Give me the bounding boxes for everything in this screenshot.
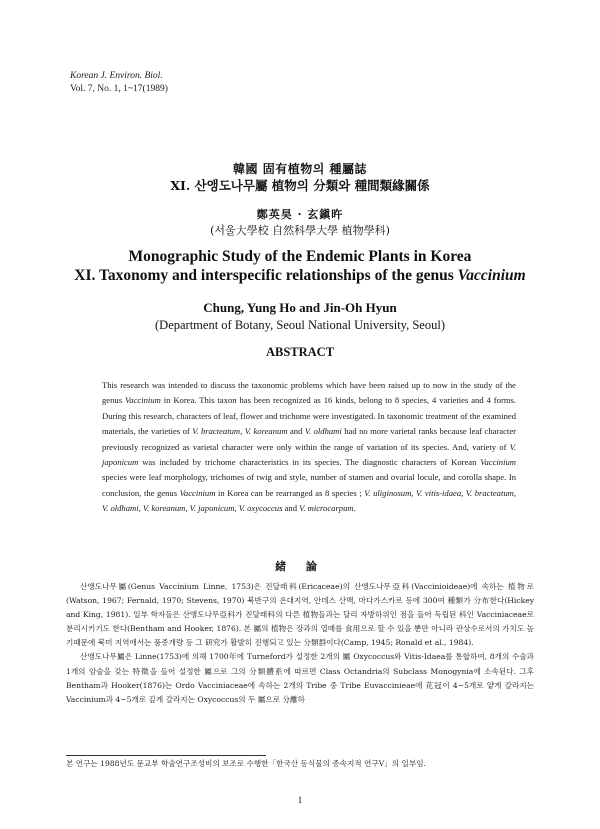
abstract-text: and	[282, 503, 300, 514]
abstract-species-list: V. uliginosum, V. vitis-idaea, V. bracteatum, V. oldhami, V. koreanum, V. japonicum, V. oxycoccus	[102, 487, 517, 514]
korean-title-line1: 韓國 固有植物의 種屬誌	[233, 162, 367, 176]
english-title-line2	[0, 267, 600, 285]
abstract-species: Vaccinium	[124, 395, 161, 406]
journal-name: Korean J. Environ. Biol.	[70, 71, 163, 81]
intro-paragraph-2: 산앵도나무屬은 Linne(1753)에 의해 1700年에 Turneford가 설정한 2개의 屬 Oxycoccus와 Vitis-Idaea를 통합하여, 8개의 수술과 1개의 암술을 갖는 特徵을 들어 설정한 屬으로 그의 分類體系에 따르면 Class Octandria의 Subclass Monogynia에 소속된다. 그후 Bentham과 Hooker(1876)는 Ordo Vacciniaceae에 속하는 2개의 Tribe 중 Tribe Euvaccinieae에 花冠이 4~5개로 얕게 갈라지는 Vaccinium과 4~5개로 깊게 갈라지는 Oxycoccus의 두 屬으로 分離하	[66, 652, 534, 704]
abstract-body	[102, 378, 516, 517]
abstract-species: Vaccinium	[179, 487, 216, 498]
journal-header	[70, 70, 370, 96]
abstract-text: ,	[240, 426, 245, 437]
abstract-species: V. koreanum	[244, 426, 288, 437]
intro-paragraph-1: 산앵도나무屬(Genus Vaccinium Linne, 1753)은 진달래科(Ericaceae)의 산앵도나무亞科(Vaccinioideae)에 속하는 植物로(Watson, 1967; Fernald, 1970; Stevens, 1970) 북반구의 온대지역, 안데스 산맥, 마다가스카르 등에 300여 種類가 分布한다(Hickey and King, 1981). 일부 학자들은 산앵도나무亞科가 진달래科의 다른 植物들과는 달리 자방하위인 점을 들어 독립된 科인 Vacciniaceae로 분리시키기도 한다(Bentham and Hooker, 1876). 본 屬의 植物은 장과의 열매를 食用으로 할 수 있을 뿐만 아니라 관상수로서의 가치도 높기때문에 북미 지역에서는 품종개량 등 그 研究가 활발히 진행되고 있는 分類群이다(Camp, 1945; Ronald et al., 1984).	[66, 582, 534, 648]
english-title-line1: Monographic Study of the Endemic Plants in Korea	[128, 248, 472, 265]
korean-affiliation: (서울大學校 自然科學大學 植物學科)	[210, 224, 390, 237]
abstract-text: was included by trichome characteristics in its species. The diagnostic characters of Korean	[138, 457, 481, 468]
affiliation: (Department of Botany, Seoul National University, Seoul)	[155, 318, 445, 332]
abstract-species: V. japonicum	[102, 441, 516, 468]
english-title-line2-text: XI. Taxonomy and interspecific relationships of the genus	[74, 267, 458, 284]
introduction-heading: 緒 論	[275, 560, 325, 573]
abstract-species: Vaccinium	[480, 457, 516, 468]
page-number: 1	[297, 795, 303, 805]
footnote-divider	[66, 755, 266, 756]
abstract-text: This research was intended to discuss the taxonomic problems which have been raised up to now in the study of the genus	[102, 380, 516, 406]
abstract-heading: ABSTRACT	[265, 345, 335, 359]
introduction-body	[66, 580, 534, 707]
korean-authors: 鄭英昊 · 玄鎭旿	[256, 208, 344, 221]
abstract-text: in Korea can be rearranged as 8 species ;	[215, 487, 365, 498]
abstract-species: V. microcarpum	[299, 503, 354, 514]
abstract-text: species were leaf morphology, trichomes of twig and style, number of stamen and ovarial locule, and corolla shape. In conclusion, the genus	[102, 472, 516, 498]
abstract-species: V. bracteatum	[192, 426, 241, 437]
abstract-text: in Korea. This taxon has been recognized as 16 kinds, belong to 8 species, 4 varieties and 4 forms. During this research, characters of leaf, flower and trichome were investigated. In taxonomic treatment of the examined materials, the varieties of	[102, 395, 516, 437]
journal-volume: Vol. 7, No. 1, 1~17(1989)	[70, 84, 168, 94]
abstract-text: and	[287, 426, 305, 437]
korean-title-line2: XI. 산앵도나무屬 植物의 分類와 種間類緣關係	[170, 178, 430, 193]
authors: Chung, Yung Ho and Jin-Oh Hyun	[203, 300, 397, 315]
footnote: 본 연구는 1988년도 문교부 학술연구조성비의 보조로 수행한「한국산 동식물의 종속지적 연구Ⅴ」의 일부임.	[66, 759, 426, 768]
abstract-text: .	[353, 503, 356, 514]
english-title-genus: Vaccinium	[457, 267, 526, 284]
abstract-text: had no more varietal ranks because leaf character previously recognized as varietal character were only within the range of variation of its species. And, variety of	[102, 426, 516, 452]
abstract-species: V. oldhami	[304, 426, 342, 437]
